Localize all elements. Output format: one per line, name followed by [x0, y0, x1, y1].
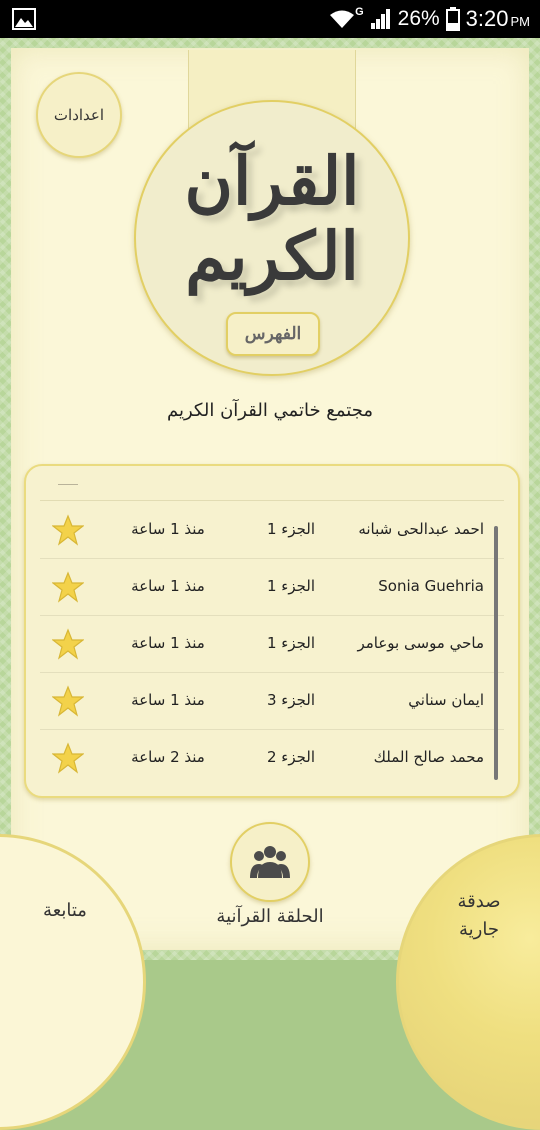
time-ago: منذ 1 ساعة	[131, 691, 205, 709]
wifi-icon	[329, 9, 355, 29]
part-number: الجزء 3	[266, 691, 316, 709]
star-icon[interactable]	[52, 571, 84, 603]
group-icon	[250, 844, 290, 880]
reader-name: احمد عبدالحى شبانه	[358, 520, 484, 538]
star-icon[interactable]	[52, 685, 84, 717]
quran-circle-button[interactable]	[230, 822, 310, 902]
index-label: الفهرس	[244, 324, 302, 344]
community-subtitle: مجتمع خاتمي القرآن الكريم	[167, 400, 373, 421]
index-button[interactable]	[226, 312, 320, 356]
reader-name: Sonia Guehria	[378, 577, 484, 595]
time-ago: منذ 1 ساعة	[131, 634, 205, 652]
reader-name: محمد صالح الملك	[373, 748, 484, 766]
part-number: الجزء 2	[266, 748, 316, 766]
title-line2: الكريم	[185, 217, 359, 295]
title-line1: القرآن	[184, 142, 360, 220]
part-number: الجزء 1	[266, 577, 316, 595]
clock: 3:20 PM	[465, 6, 530, 31]
network-type: G	[355, 6, 364, 18]
status-bar	[0, 0, 540, 38]
readers-list[interactable]	[24, 464, 520, 798]
charity-line2: جارية	[459, 919, 499, 940]
star-icon[interactable]	[52, 628, 84, 660]
battery-icon	[446, 7, 460, 31]
reader-name: ماحي موسى بوعامر	[357, 634, 484, 652]
part-number: الجزء 1	[266, 520, 316, 538]
time-ago: منذ 1 ساعة	[131, 520, 205, 538]
part-number: الجزء 1	[266, 634, 316, 652]
table-row[interactable]	[40, 501, 504, 559]
settings-button[interactable]	[36, 72, 122, 158]
table-row[interactable]	[40, 729, 504, 786]
time-ago: منذ 1 ساعة	[131, 577, 205, 595]
battery-percent: 26%	[397, 7, 440, 30]
charity-label[interactable]	[434, 888, 524, 944]
follow-label[interactable]: متابعة	[43, 900, 87, 921]
table-row[interactable]	[40, 672, 504, 730]
charity-line1: صدقة	[457, 891, 501, 912]
quran-circle-label: الحلقة القرآنية	[216, 906, 324, 927]
signal-icon	[370, 9, 392, 29]
image-notification-icon	[12, 8, 36, 30]
time-ago: منذ 2 ساعة	[131, 748, 205, 766]
list-header-dash	[58, 484, 78, 485]
table-row[interactable]	[40, 615, 504, 673]
table-row[interactable]	[40, 558, 504, 616]
star-icon[interactable]	[52, 514, 84, 546]
settings-label: اعدادات	[53, 106, 105, 124]
reader-name: ايمان سناني	[408, 691, 484, 709]
star-icon[interactable]	[52, 742, 84, 774]
list-scrollbar[interactable]	[494, 526, 498, 780]
status-right	[329, 0, 530, 38]
